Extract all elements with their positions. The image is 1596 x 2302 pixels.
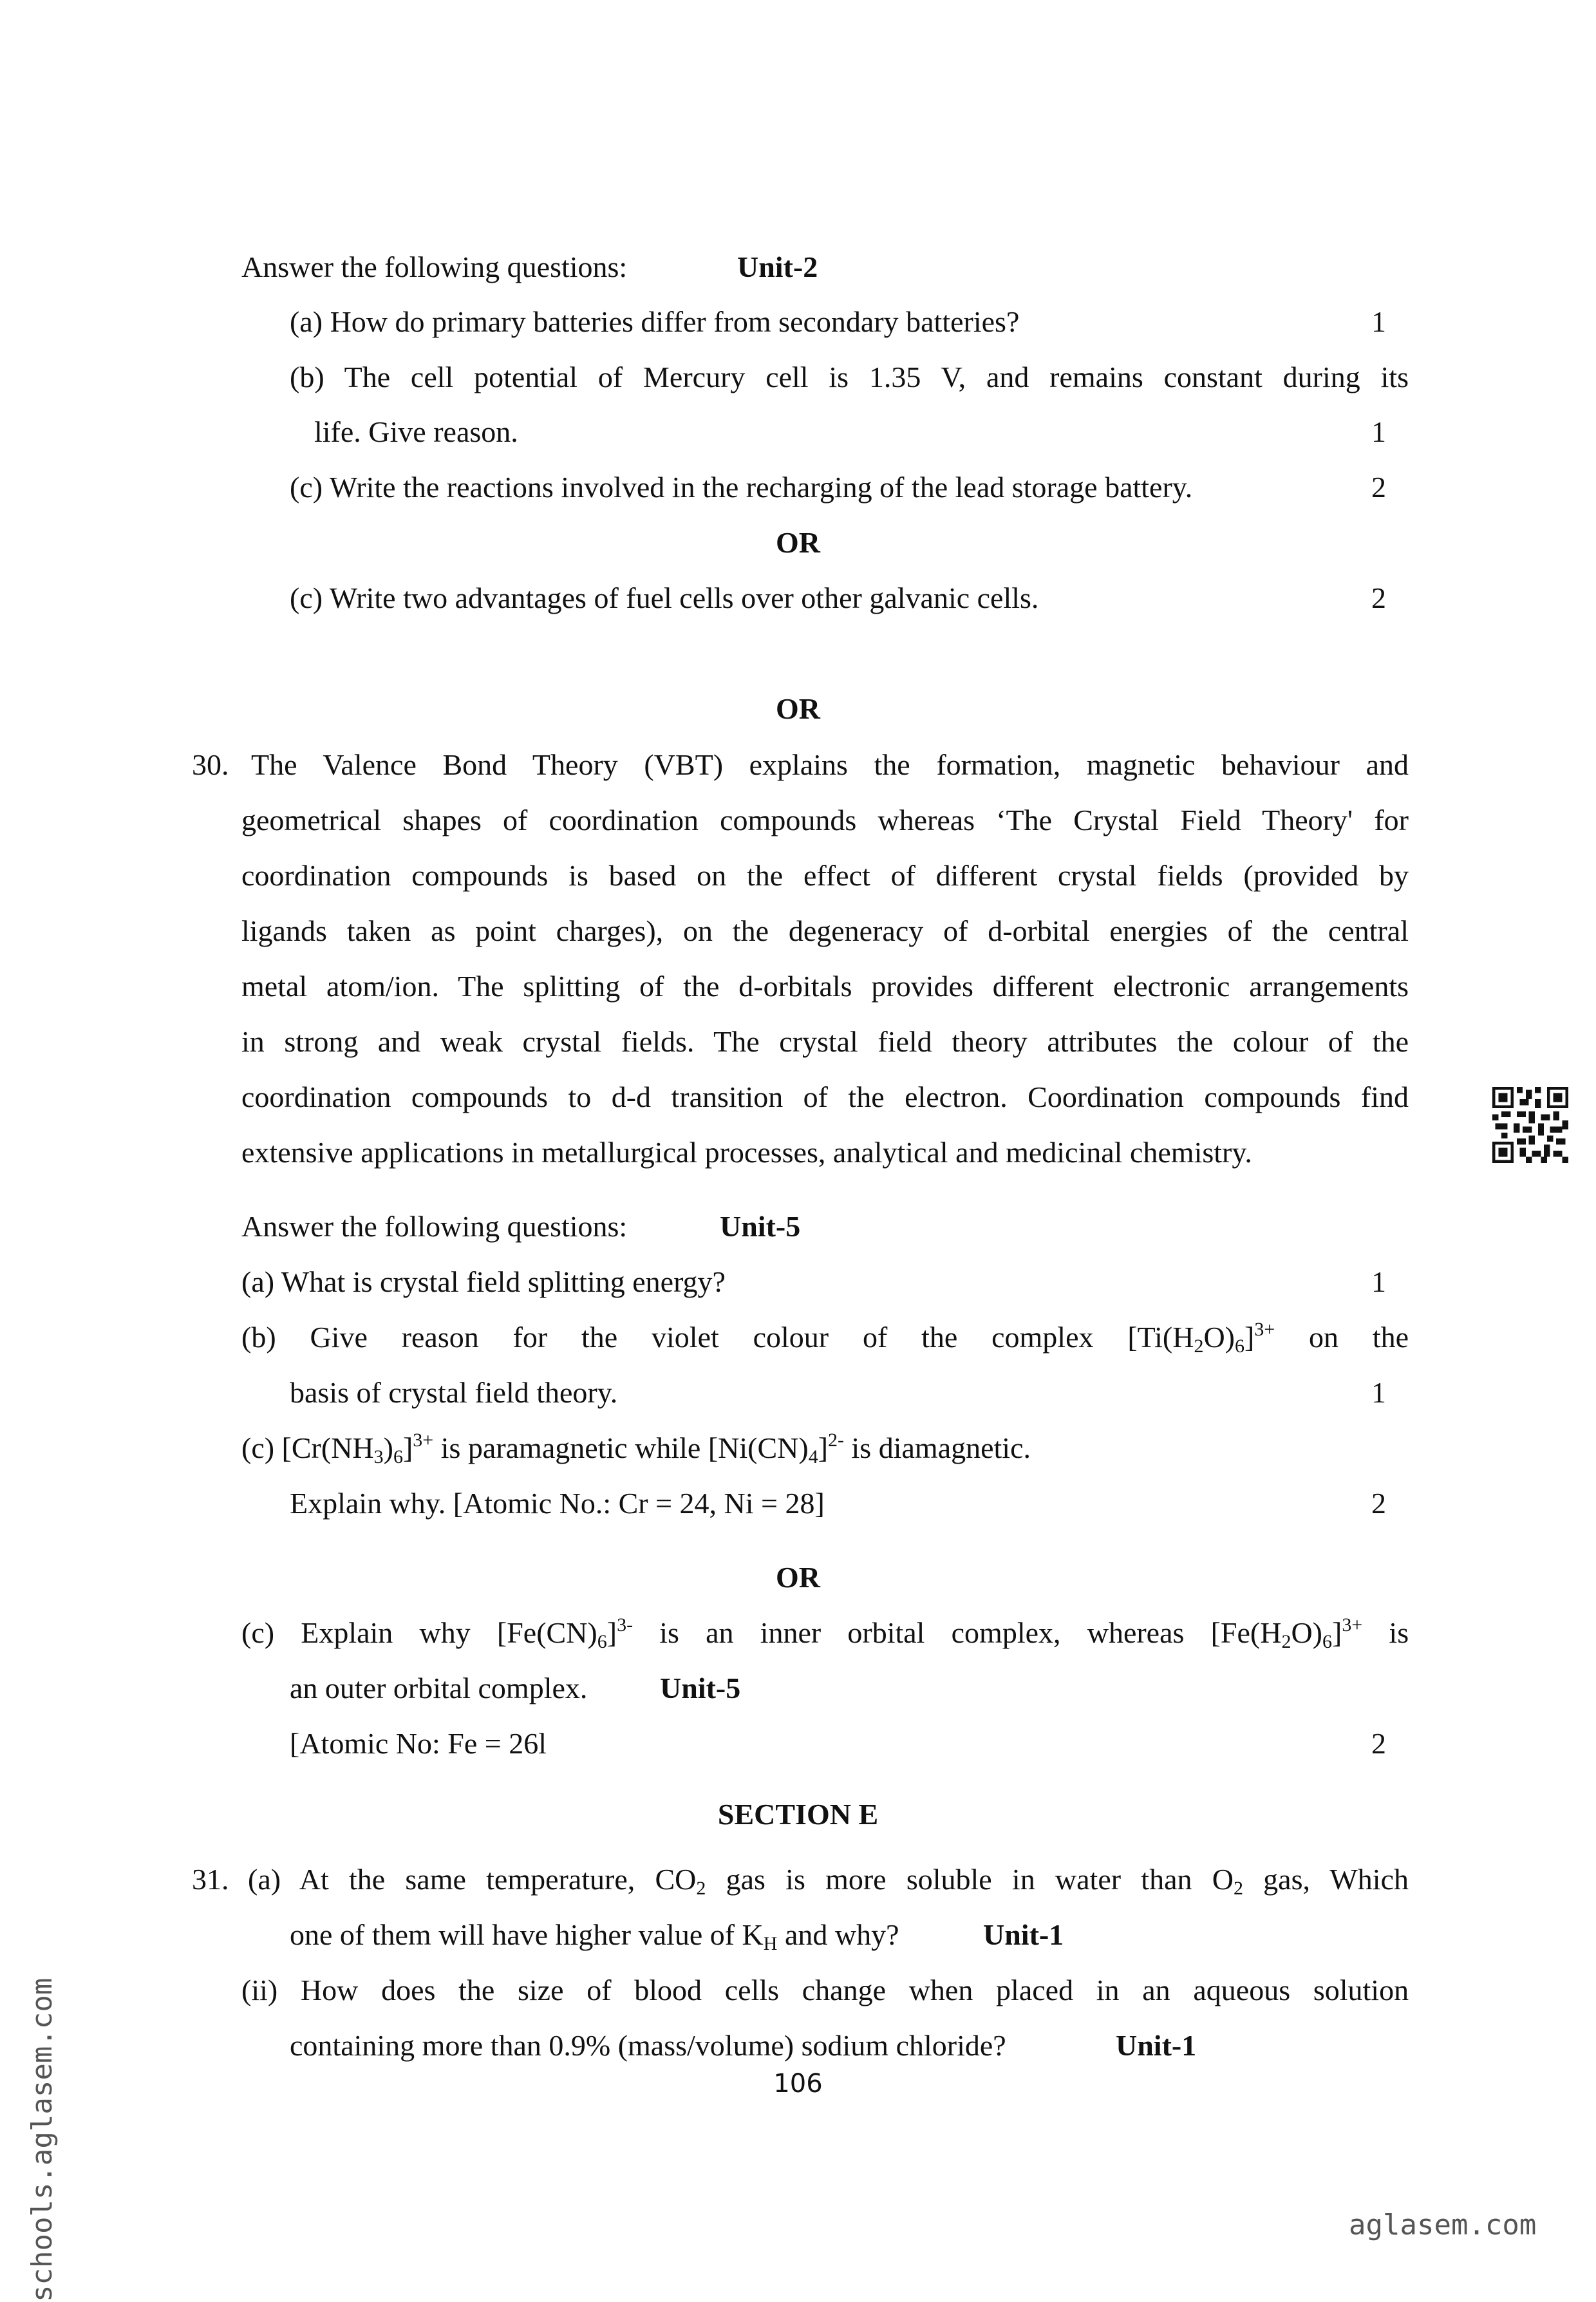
q31-line2: one of them will have higher value of $K_H$ and why? <box>290 1918 899 1954</box>
formula-fe-cn: $[Fe(CN)_6]^{3-}$ <box>496 1614 634 1652</box>
q30-question-c-line1: (c) $[Cr(NH_3)_6]^{3+}$ is paramagnetic while $[Ni(CN)_4]^{2-}$ is diamagnetic. <box>241 1429 1031 1467</box>
question-number-31: 31. <box>192 1863 229 1896</box>
or-divider: OR <box>776 1561 820 1594</box>
q31-line1: (a) At the same temperature, $CO_2$ gas is more soluble in water than $O_2$ gas, Which <box>248 1863 1409 1899</box>
unit-label: Unit-2 <box>737 250 818 283</box>
marks: 2 <box>1371 471 1386 504</box>
q30-question-b-line1: (b) Give reason for the violet colour of the complex $[Ti(H_2O)_6]^{3+}$ on the <box>241 1319 1409 1357</box>
page-number: 106 <box>773 2069 823 2099</box>
unit-label: Unit-1 <box>1116 2029 1197 2062</box>
question-c-unit2: (c) Write the reactions involved in the recharging of the lead storage battery. <box>290 471 1193 504</box>
q30-paragraph-line: ligands taken as point charges), on the degeneracy of d-orbital energies of the central <box>241 914 1409 947</box>
q31-ii-line2: containing more than 0.9% (mass/volume) sodium chloride? <box>290 2029 1006 2062</box>
question-b-unit2-line2: life. Give reason. <box>314 415 518 448</box>
marks: 2 <box>1371 581 1386 614</box>
marks: 2 <box>1371 1487 1386 1520</box>
or-divider: OR <box>776 526 820 559</box>
formula-ti-complex: $[Ti(H_2O)_6]^{3+}$ <box>1127 1319 1275 1357</box>
question-number-30: 30. <box>192 748 229 781</box>
q30-paragraph-last-line: extensive applications in metallurgical processes, analytical and medicinal chemistry. <box>241 1136 1252 1169</box>
marks: 2 <box>1371 1727 1386 1760</box>
marks: 1 <box>1371 1376 1386 1409</box>
question-c-alt-unit2: (c) Write two advantages of fuel cells over other galvanic cells. <box>290 581 1039 614</box>
unit-label: Unit-1 <box>983 1918 1064 1951</box>
q30-paragraph-line: The Valence Bond Theory (VBT) explains the formation, magnetic behaviour and <box>251 748 1409 781</box>
formula-o2: $O_2$ <box>1212 1863 1243 1899</box>
q30-paragraph-line: in strong and weak crystal fields. The crystal field theory attributes the colour of the <box>241 1025 1409 1058</box>
marks: 1 <box>1371 1265 1386 1298</box>
unit-label: Unit-5 <box>720 1210 801 1243</box>
q30-paragraph-line: coordination compounds is based on the effect of different crystal fields (provided by <box>241 859 1409 892</box>
q30-paragraph-line: coordination compounds to d-d transition of the electron. Coordination compounds find <box>241 1080 1409 1113</box>
q31-ii-line1: (ii) How does the size of blood cells change when placed in an aqueous solution <box>241 1974 1409 2006</box>
q30-paragraph-line: metal atom/ion. The splitting of the d-orbitals provides different electronic arrangements <box>241 970 1409 1003</box>
watermark-side: schools.aglasem.com <box>26 1977 59 2302</box>
q30-question-c-alt-line1: (c) Explain why $[Fe(CN)_6]^{3-}$ is an inner orbital complex, whereas $[Fe(H_2O)_6]^{3+}$ is <box>241 1614 1409 1652</box>
formula-fe-h2o: $[Fe(H_2O)_6]^{3+}$ <box>1210 1614 1363 1652</box>
watermark-bottom: aglasem.com <box>1349 2209 1537 2241</box>
q30-question-b-line2: basis of crystal field theory. <box>290 1376 618 1409</box>
formula-co2: $CO_2$ <box>655 1863 706 1899</box>
unit-label: Unit-5 <box>660 1672 741 1704</box>
marks: 1 <box>1371 305 1386 338</box>
marks: 1 <box>1371 415 1386 448</box>
q30-question-c-line2: Explain why. [Atomic No.: Cr = 24, Ni = 28] <box>290 1487 825 1520</box>
q30-question-c-alt-line2: an outer orbital complex. <box>290 1672 588 1704</box>
qr-code-icon <box>1492 1087 1568 1163</box>
q30-paragraph-line: geometrical shapes of coordination compounds whereas ‘The Crystal Field Theory' for <box>241 804 1409 836</box>
section-heading: SECTION E <box>717 1798 879 1831</box>
q30-question-a: (a) What is crystal field splitting energy? <box>241 1265 726 1298</box>
question-a-unit2: (a) How do primary batteries differ from secondary batteries? <box>290 305 1020 338</box>
or-divider-main: OR <box>776 692 820 725</box>
q30-question-c-alt-line3: [Atomic No: Fe = 26l <box>290 1727 547 1760</box>
question-b-unit2-line1: (b) The cell potential of Mercury cell is 1.35 V, and remains constant during its <box>290 361 1409 393</box>
answer-intro-unit5: Answer the following questions: <box>241 1210 628 1243</box>
answer-intro-unit2: Answer the following questions: <box>241 250 628 283</box>
